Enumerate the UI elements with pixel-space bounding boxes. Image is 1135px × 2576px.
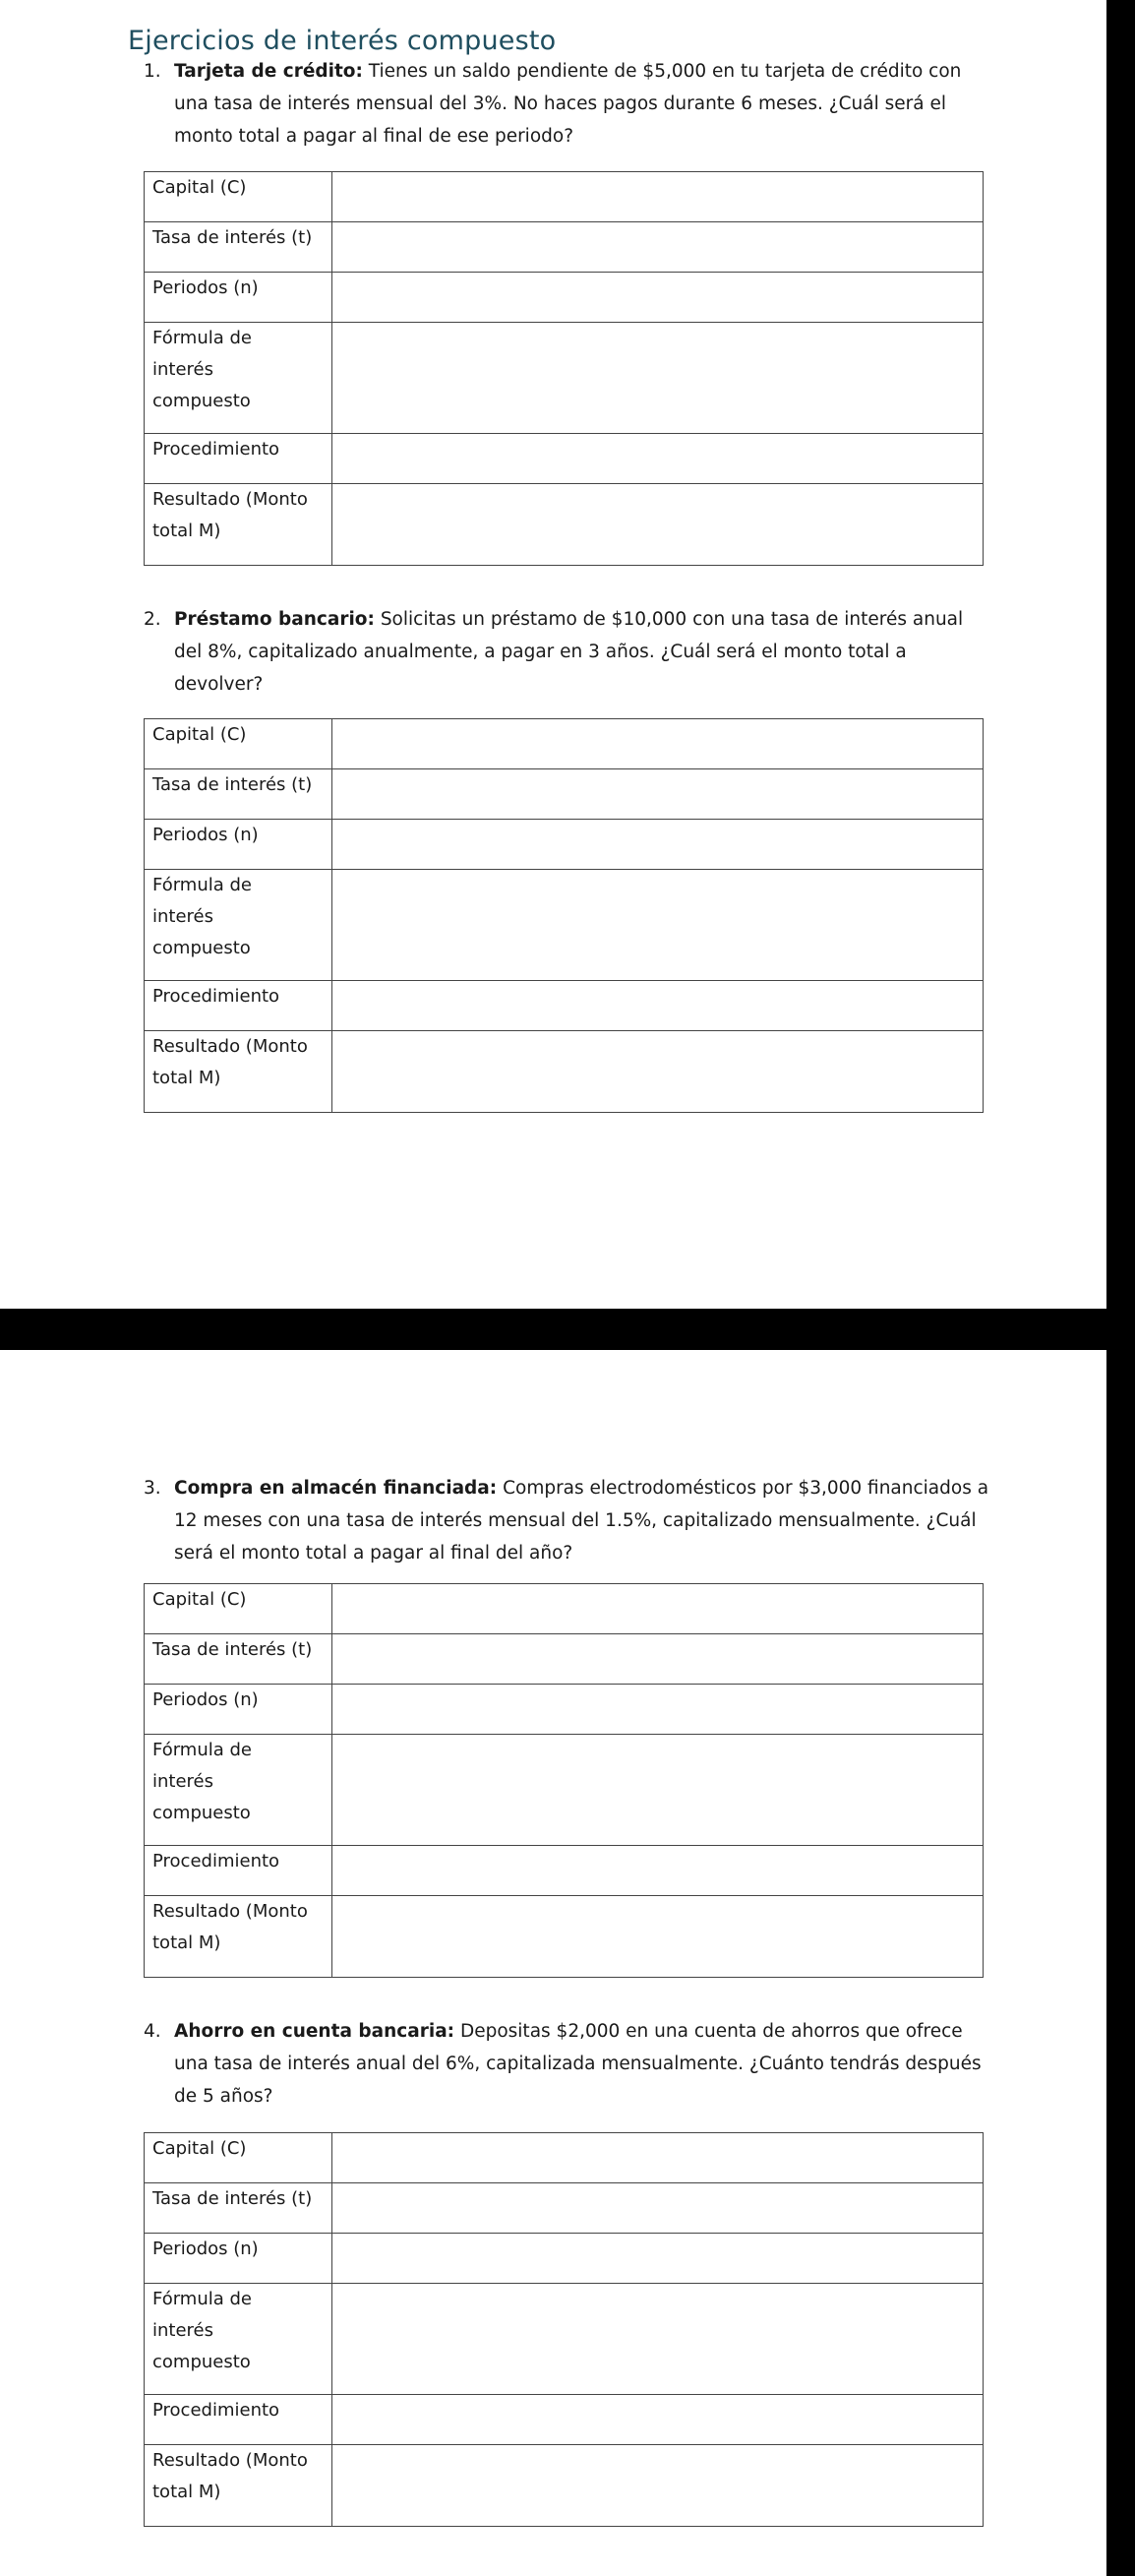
exercise-title: Tarjeta de crédito: (174, 61, 363, 82)
label-formula-text: Fórmula de interés compuesto (152, 328, 253, 411)
exercise-text (144, 2015, 989, 2113)
answer-capital[interactable] (332, 719, 984, 769)
exercise-body: Solicitas un préstamo de $10,000 con una tasa de interés anual del 8%, capitalizado anualmente, a pagar en 3 años. ¿Cuál será el monto total a devolver? (174, 609, 964, 695)
page-2 (0, 1350, 1106, 2576)
answer-formula[interactable] (332, 2284, 984, 2395)
answer-formula[interactable] (332, 323, 984, 434)
exercise-title: Préstamo bancario: (174, 609, 375, 630)
document-title: Ejercicios de interés compuesto (128, 26, 557, 56)
label-capital: Capital (C) (145, 172, 332, 222)
exercise-number: 4. (144, 2021, 161, 2042)
exercise-body: Compras electrodomésticos por $3,000 financiados a 12 meses con una tasa de interés mensual del 1.5%, capitalizado mensualmente. ¿Cuál será el monto total a pagar al final del año? (174, 1478, 989, 1564)
label-periodos: Periodos (n) (145, 273, 332, 323)
label-resultado: Resultado (Monto total M) (145, 2445, 332, 2527)
exercise-number: 2. (144, 609, 161, 630)
exercise-2-table (144, 718, 984, 1113)
label-formula (145, 323, 332, 434)
answer-procedimiento[interactable] (332, 2395, 984, 2445)
label-tasa: Tasa de interés (t) (145, 2183, 332, 2234)
answer-periodos[interactable] (332, 820, 984, 870)
exercise-body: Tienes un saldo pendiente de $5,000 en tu tarjeta de crédito con una tasa de interés mensual del 3%. No haces pagos durante 6 meses. ¿Cuál será el monto total a pagar al final de ese periodo? (174, 61, 962, 147)
answer-tasa[interactable] (332, 1634, 984, 1685)
label-formula (145, 870, 332, 981)
answer-resultado[interactable] (332, 484, 984, 566)
answer-periodos[interactable] (332, 273, 984, 323)
answer-tasa[interactable] (332, 769, 984, 820)
answer-resultado[interactable] (332, 1896, 984, 1978)
exercise-title: Ahorro en cuenta bancaria: (174, 2021, 455, 2042)
exercise-1-table (144, 171, 984, 566)
label-procedimiento: Procedimiento (145, 2395, 332, 2445)
exercise-text (144, 603, 989, 701)
answer-capital[interactable] (332, 172, 984, 222)
label-resultado: Resultado (Monto total M) (145, 484, 332, 566)
label-procedimiento: Procedimiento (145, 981, 332, 1031)
exercise-3-table (144, 1583, 984, 1978)
answer-capital[interactable] (332, 2133, 984, 2183)
label-tasa: Tasa de interés (t) (145, 769, 332, 820)
exercise-body: Depositas $2,000 en una cuenta de ahorros que ofrece una tasa de interés anual del 6%, capitalizada mensualmente. ¿Cuánto tendrás después de 5 años? (174, 2021, 982, 2107)
exercise-1-statement (144, 55, 989, 153)
label-capital: Capital (C) (145, 1584, 332, 1634)
label-tasa: Tasa de interés (t) (145, 222, 332, 273)
exercise-2-statement (144, 603, 989, 701)
label-procedimiento: Procedimiento (145, 434, 332, 484)
label-periodos: Periodos (n) (145, 2234, 332, 2284)
exercise-4-table (144, 2132, 984, 2527)
label-capital: Capital (C) (145, 2133, 332, 2183)
exercise-text (144, 55, 989, 153)
answer-procedimiento[interactable] (332, 981, 984, 1031)
label-formula-text: Fórmula de interés compuesto (152, 1740, 253, 1823)
label-procedimiento: Procedimiento (145, 1846, 332, 1896)
label-resultado: Resultado (Monto total M) (145, 1896, 332, 1978)
label-tasa: Tasa de interés (t) (145, 1634, 332, 1685)
exercise-number: 1. (144, 61, 161, 82)
answer-formula[interactable] (332, 1735, 984, 1846)
exercise-4-statement (144, 2015, 989, 2113)
exercise-3-statement (144, 1472, 989, 1569)
answer-periodos[interactable] (332, 2234, 984, 2284)
exercise-text (144, 1472, 989, 1569)
answer-capital[interactable] (332, 1584, 984, 1634)
label-resultado: Resultado (Monto total M) (145, 1031, 332, 1113)
label-capital: Capital (C) (145, 719, 332, 769)
exercise-number: 3. (144, 1478, 161, 1499)
page-1 (0, 0, 1106, 1309)
answer-tasa[interactable] (332, 222, 984, 273)
label-formula-text: Fórmula de interés compuesto (152, 2289, 253, 2372)
label-formula (145, 1735, 332, 1846)
answer-procedimiento[interactable] (332, 1846, 984, 1896)
label-periodos: Periodos (n) (145, 1685, 332, 1735)
label-periodos: Periodos (n) (145, 820, 332, 870)
answer-formula[interactable] (332, 870, 984, 981)
label-formula (145, 2284, 332, 2395)
label-formula-text: Fórmula de interés compuesto (152, 875, 253, 958)
answer-resultado[interactable] (332, 2445, 984, 2527)
exercise-title: Compra en almacén financiada: (174, 1478, 498, 1499)
answer-procedimiento[interactable] (332, 434, 984, 484)
answer-tasa[interactable] (332, 2183, 984, 2234)
answer-periodos[interactable] (332, 1685, 984, 1735)
answer-resultado[interactable] (332, 1031, 984, 1113)
